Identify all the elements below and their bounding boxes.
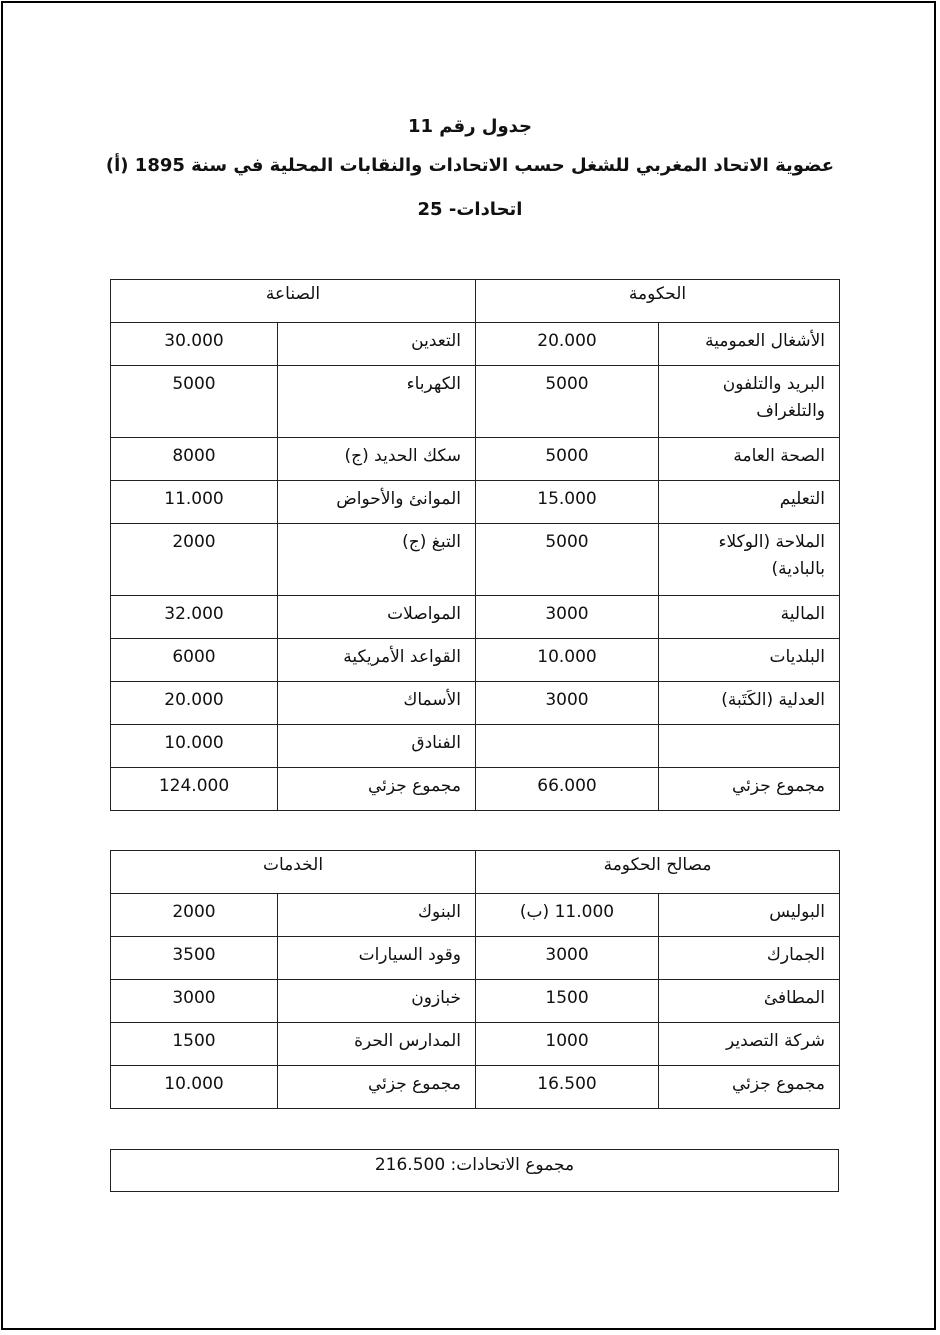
table-row [111,366,840,438]
gov-service-label: المطافئ [659,980,840,1023]
service-value: 2000 [111,894,278,937]
gov-label: التعليم [659,481,840,524]
service-value: 1500 [111,1023,278,1066]
industry-value: 11.000 [111,481,278,524]
gov-value: 5000 [476,524,659,596]
table-row [111,937,840,980]
industry-value: 20.000 [111,682,278,725]
table-row [111,323,840,366]
table-row [111,894,840,937]
gov-service-subtotal-label: مجموع جزئي [659,1066,840,1109]
service-label: المدارس الحرة [278,1023,476,1066]
table-row [111,481,840,524]
gov-service-value: 1500 [476,980,659,1023]
gov-service-value: 11.000 (ب) [476,894,659,937]
gov-label: الملاحة (الوكلاء بالبادية) [659,524,840,596]
gov-service-value: 3000 [476,937,659,980]
table-row [111,725,840,768]
gov-value: 10.000 [476,639,659,682]
industry-value: 5000 [111,366,278,438]
service-label: وقود السيارات [278,937,476,980]
table-row [111,524,840,596]
gov-service-subtotal-value: 16.500 [476,1066,659,1109]
subtotal-row [111,1066,840,1109]
industry-label: الفنادق [278,725,476,768]
table-row [111,682,840,725]
gov-label: العدلية (الكَتَبة) [659,682,840,725]
gov-subtotal-value: 66.000 [476,768,659,811]
industry-value: 2000 [111,524,278,596]
document-title: عضوية الاتحاد المغربي للشغل حسب الاتحادات والنقابات المحلية في سنة 1895 (أ) [105,155,835,176]
header-services: الخدمات [111,851,476,894]
gov-value: 3000 [476,682,659,725]
table-row [111,438,840,481]
gov-label: البلديات [659,639,840,682]
gov-label: الصحة العامة [659,438,840,481]
gov-value: 15.000 [476,481,659,524]
table-header-row [111,851,840,894]
industry-value: 8000 [111,438,278,481]
service-subtotal-label: مجموع جزئي [278,1066,476,1109]
industry-label: المواصلات [278,596,476,639]
industry-label: سكك الحديد (ج) [278,438,476,481]
service-value: 3500 [111,937,278,980]
table-row [111,596,840,639]
table-row [111,980,840,1023]
header-gov-services: مصالح الحكومة [476,851,840,894]
industry-label: التعدين [278,323,476,366]
gov-service-label: البوليس [659,894,840,937]
subtotal-row [111,768,840,811]
gov-value: 5000 [476,438,659,481]
table-header-row [111,280,840,323]
industry-value: 30.000 [111,323,278,366]
government-industry-table [110,279,840,811]
gov-value: 3000 [476,596,659,639]
gov-label: المالية [659,596,840,639]
service-label: البنوك [278,894,476,937]
gov-service-label: الجمارك [659,937,840,980]
industry-label: الموانئ والأحواض [278,481,476,524]
unions-count-heading: اتحادات- 25 [417,199,523,220]
header-government: الحكومة [476,280,840,323]
gov-label: البريد والتلفون والتلغراف [659,366,840,438]
industry-value: 10.000 [111,725,278,768]
industry-label: القواعد الأمريكية [278,639,476,682]
gov-value [476,725,659,768]
industry-label: الأسماك [278,682,476,725]
gov-subtotal-label: مجموع جزئي [659,768,840,811]
industry-subtotal-label: مجموع جزئي [278,768,476,811]
service-label: خبازون [278,980,476,1023]
gov-service-value: 1000 [476,1023,659,1066]
gov-value: 20.000 [476,323,659,366]
table-number-heading: جدول رقم 11 [407,116,533,137]
table-row [111,1023,840,1066]
grand-total-box: مجموع الاتحادات: 216.500 [110,1149,839,1192]
gov-services-table [110,850,840,1109]
gov-label: الأشغال العمومية [659,323,840,366]
industry-value: 6000 [111,639,278,682]
header-industry: الصناعة [111,280,476,323]
industry-label: التبغ (ج) [278,524,476,596]
service-subtotal-value: 10.000 [111,1066,278,1109]
table-row [111,639,840,682]
industry-value: 32.000 [111,596,278,639]
gov-service-label: شركة التصدير [659,1023,840,1066]
industry-subtotal-value: 124.000 [111,768,278,811]
service-value: 3000 [111,980,278,1023]
gov-value: 5000 [476,366,659,438]
gov-label [659,725,840,768]
industry-label: الكهرباء [278,366,476,438]
